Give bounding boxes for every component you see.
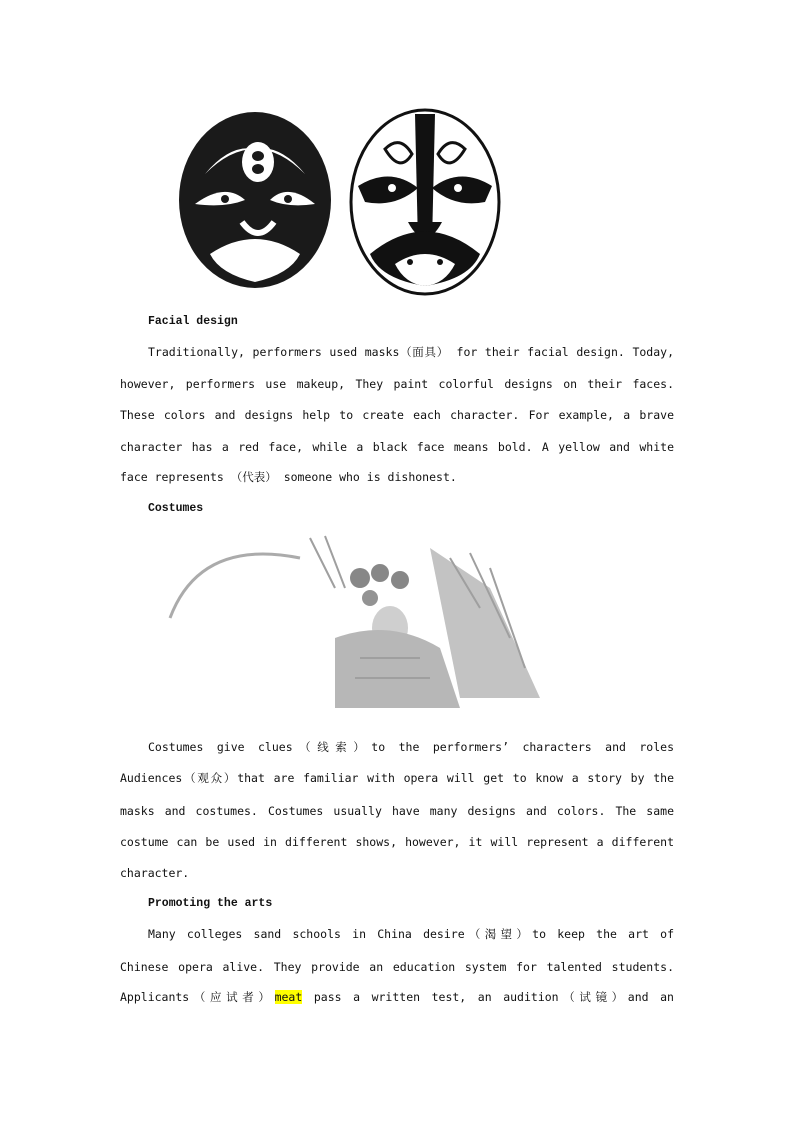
text-line: however, performers use makeup, They paint colorful designs on their faces. (120, 377, 674, 391)
text-line: costume can be used in different shows, however, it will represent a different (120, 835, 674, 849)
text-segment: pass a written test, an audition（试镜）and an (302, 990, 674, 1004)
text-line: masks and costumes. Costumes usually have many designs and colors. The same (120, 804, 674, 818)
text-line: Costumes give clues（线索）to the performers’ characters and roles (148, 740, 674, 754)
text-line-with-highlight (120, 989, 674, 1005)
highlighted-word: meat (274, 990, 303, 1004)
opera-costume-icon (170, 536, 540, 708)
heading-costumes: Costumes (148, 502, 204, 515)
text-line: These colors and designs help to create each character. For example, a brave (120, 408, 674, 422)
text-segment: Applicants（应试者） (120, 990, 275, 1004)
text-line: character. (120, 866, 190, 880)
opera-costume-image (160, 528, 552, 720)
text-line: Audiences（观众）that are familiar with opera will get to know a story by the (120, 771, 674, 785)
text-line: Chinese opera alive. They provide an education system for talented students. (120, 960, 674, 974)
text-line: character has a red face, while a black face means bold. A yellow and white (120, 440, 674, 454)
heading-facial-design: Facial design (148, 315, 238, 328)
opera-mask-light-icon (351, 110, 499, 294)
text-line: face represents （代表） someone who is dishonest. (120, 470, 457, 484)
opera-mask-dark-icon (179, 112, 331, 288)
opera-masks-image (170, 104, 510, 300)
text-line: Many colleges sand schools in China desire（渴望）to keep the art of (148, 927, 674, 941)
text-line: Traditionally, performers used masks（面具） for their facial design. Today, (148, 345, 674, 359)
heading-promoting-the-arts: Promoting the arts (148, 897, 273, 910)
